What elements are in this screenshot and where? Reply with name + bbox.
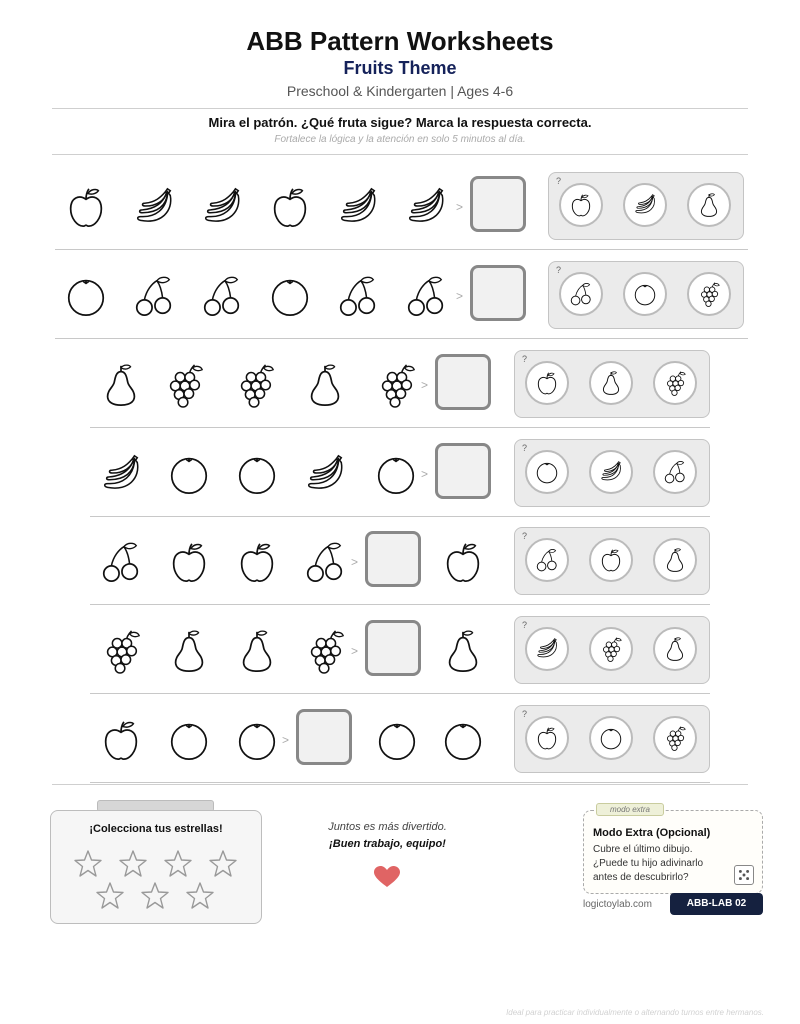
apple-icon [166, 539, 212, 585]
cherry-icon [403, 273, 449, 319]
answer-blank[interactable] [296, 709, 352, 765]
row-divider [90, 782, 710, 783]
cherry-icon [662, 459, 688, 485]
arrow-icon: > [421, 467, 429, 481]
choice-pear[interactable] [653, 627, 697, 671]
choices-marker: ? [522, 354, 528, 364]
pear-icon [598, 370, 624, 396]
choice-banana[interactable] [589, 450, 633, 494]
orange-icon [374, 717, 420, 763]
banana-icon [302, 451, 348, 497]
answer-choices [514, 527, 710, 595]
banana-icon [131, 184, 177, 230]
cherry-icon [534, 547, 560, 573]
row-divider [55, 249, 748, 250]
cherry-icon [199, 273, 245, 319]
orange-icon [534, 459, 560, 485]
instructions-divider [52, 154, 748, 155]
choice-grapes[interactable] [589, 627, 633, 671]
grapes-icon [662, 370, 688, 396]
footer-note: Ideal para practicar individualmente o alternando turnos entre hermanos. [506, 1008, 764, 1017]
pear-icon [302, 362, 348, 408]
arrow-icon: > [351, 555, 359, 569]
arrow-icon: > [351, 644, 359, 658]
page-title: ABB Pattern Worksheets [246, 26, 554, 56]
star-icon[interactable] [185, 881, 215, 911]
apple-icon [568, 192, 594, 218]
choice-apple[interactable] [589, 538, 633, 582]
row-divider [90, 604, 710, 605]
orange-icon [234, 451, 280, 497]
star-icon[interactable] [73, 849, 103, 879]
banana-icon [403, 184, 449, 230]
grapes-icon [232, 362, 278, 408]
choice-apple[interactable] [525, 716, 569, 760]
heart-icon [374, 866, 400, 888]
orange-icon [598, 725, 624, 751]
choice-apple[interactable] [559, 183, 603, 227]
answer-blank[interactable] [470, 265, 526, 321]
apple-icon [267, 184, 313, 230]
orange-icon [166, 451, 212, 497]
row-divider [55, 338, 748, 339]
pattern-row [55, 251, 748, 339]
arrow-icon: > [282, 733, 290, 747]
choice-orange[interactable] [623, 272, 667, 316]
answer-blank[interactable] [365, 620, 421, 676]
answer-blank[interactable] [435, 443, 491, 499]
orange-icon [267, 273, 313, 319]
choice-orange[interactable] [525, 450, 569, 494]
cherry-icon [302, 539, 348, 585]
site-url: logictoylab.com [583, 899, 652, 910]
answer-choices [514, 439, 710, 507]
choices-marker: ? [522, 709, 528, 719]
apple-icon [534, 725, 560, 751]
banana-icon [199, 184, 245, 230]
star-icon[interactable] [118, 849, 148, 879]
extra-mode-box [583, 810, 763, 894]
choice-pear[interactable] [687, 183, 731, 227]
banana-icon [598, 459, 624, 485]
answer-blank[interactable] [435, 354, 491, 410]
cherry-icon [131, 273, 177, 319]
answer-blank[interactable] [470, 176, 526, 232]
grapes-icon [662, 725, 688, 751]
pattern-row [90, 429, 710, 517]
banana-icon [335, 184, 381, 230]
extra-mode-tag: modo extra [596, 803, 664, 816]
orange-icon [234, 717, 280, 763]
choices-marker: ? [556, 176, 562, 186]
stars-title: ¡Colecciona tus estrellas! [89, 823, 223, 835]
pear-icon [662, 547, 688, 573]
choice-cherry[interactable] [525, 538, 569, 582]
encouragement-line1: Juntos es más divertido. [328, 821, 447, 833]
row-divider [90, 427, 710, 428]
pattern-row [90, 606, 710, 694]
grapes-icon [161, 362, 207, 408]
answer-blank[interactable] [365, 531, 421, 587]
choice-banana[interactable] [525, 627, 569, 671]
page-subtitle: Fruits Theme [343, 58, 457, 78]
choices-marker: ? [522, 531, 528, 541]
star-icon[interactable] [95, 881, 125, 911]
cherry-icon [98, 539, 144, 585]
header-divider [52, 108, 748, 109]
pattern-row [55, 162, 748, 250]
stars-card [50, 810, 262, 924]
cherry-icon [335, 273, 381, 319]
orange-icon [166, 717, 212, 763]
banana-icon [98, 451, 144, 497]
instructions: Mira el patrón. ¿Qué fruta sigue? Marca la respuesta correcta. [208, 115, 592, 130]
choice-cherry[interactable] [653, 450, 697, 494]
banana-icon [534, 636, 560, 662]
page-tagline: Preschool & Kindergarten | Ages 4-6 [286, 83, 514, 99]
pattern-row [90, 340, 710, 428]
bottom-divider [52, 784, 748, 785]
choice-grapes[interactable] [653, 361, 697, 405]
pear-icon [166, 628, 212, 674]
grapes-icon [598, 636, 624, 662]
orange-icon [440, 717, 486, 763]
answer-choices [514, 350, 710, 418]
instructions-sub: Fortalece la lógica y la atención en solo 5 minutos al día. [274, 134, 526, 145]
star-icon[interactable] [163, 849, 193, 879]
pear-icon [234, 628, 280, 674]
choice-grapes[interactable] [687, 272, 731, 316]
apple-icon [440, 539, 486, 585]
apple-icon [598, 547, 624, 573]
worksheet-code-badge: ABB-LAB 02 [670, 893, 763, 915]
dice-icon [734, 865, 754, 885]
answer-choices [514, 616, 710, 684]
pear-icon [98, 362, 144, 408]
row-divider [90, 693, 710, 694]
choice-banana[interactable] [623, 183, 667, 227]
pear-icon [696, 192, 722, 218]
orange-icon [632, 281, 658, 307]
cherry-icon [568, 281, 594, 307]
choices-marker: ? [522, 443, 528, 453]
extra-mode-line: Cubre el último dibujo. [593, 844, 693, 855]
choice-grapes[interactable] [653, 716, 697, 760]
pear-icon [662, 636, 688, 662]
answer-choices [548, 261, 744, 329]
extra-mode-title: Modo Extra (Opcional) [593, 827, 711, 839]
choice-orange[interactable] [589, 716, 633, 760]
arrow-icon: > [421, 378, 429, 392]
arrow-icon: > [456, 200, 464, 214]
orange-icon [373, 451, 419, 497]
grapes-icon [98, 628, 144, 674]
encouragement-line2: ¡Buen trabajo, equipo! [329, 838, 446, 850]
choice-pear[interactable] [653, 538, 697, 582]
orange-icon [63, 273, 109, 319]
apple-icon [534, 370, 560, 396]
answer-choices [548, 172, 744, 240]
star-icon[interactable] [208, 849, 238, 879]
answer-choices [514, 705, 710, 773]
grapes-icon [696, 281, 722, 307]
choice-cherry[interactable] [559, 272, 603, 316]
apple-icon [234, 539, 280, 585]
extra-mode-line: ¿Puede tu hijo adivinarlo [593, 858, 704, 869]
arrow-icon: > [456, 289, 464, 303]
choices-marker: ? [522, 620, 528, 630]
pattern-row [90, 695, 710, 783]
banana-icon [632, 192, 658, 218]
choice-apple[interactable] [525, 361, 569, 405]
apple-icon [98, 717, 144, 763]
star-icon[interactable] [140, 881, 170, 911]
choice-pear[interactable] [589, 361, 633, 405]
pattern-row [90, 517, 710, 605]
grapes-icon [373, 362, 419, 408]
choices-marker: ? [556, 265, 562, 275]
pear-icon [440, 628, 486, 674]
extra-mode-line: antes de descubrirlo? [593, 872, 689, 883]
apple-icon [63, 184, 109, 230]
grapes-icon [302, 628, 348, 674]
